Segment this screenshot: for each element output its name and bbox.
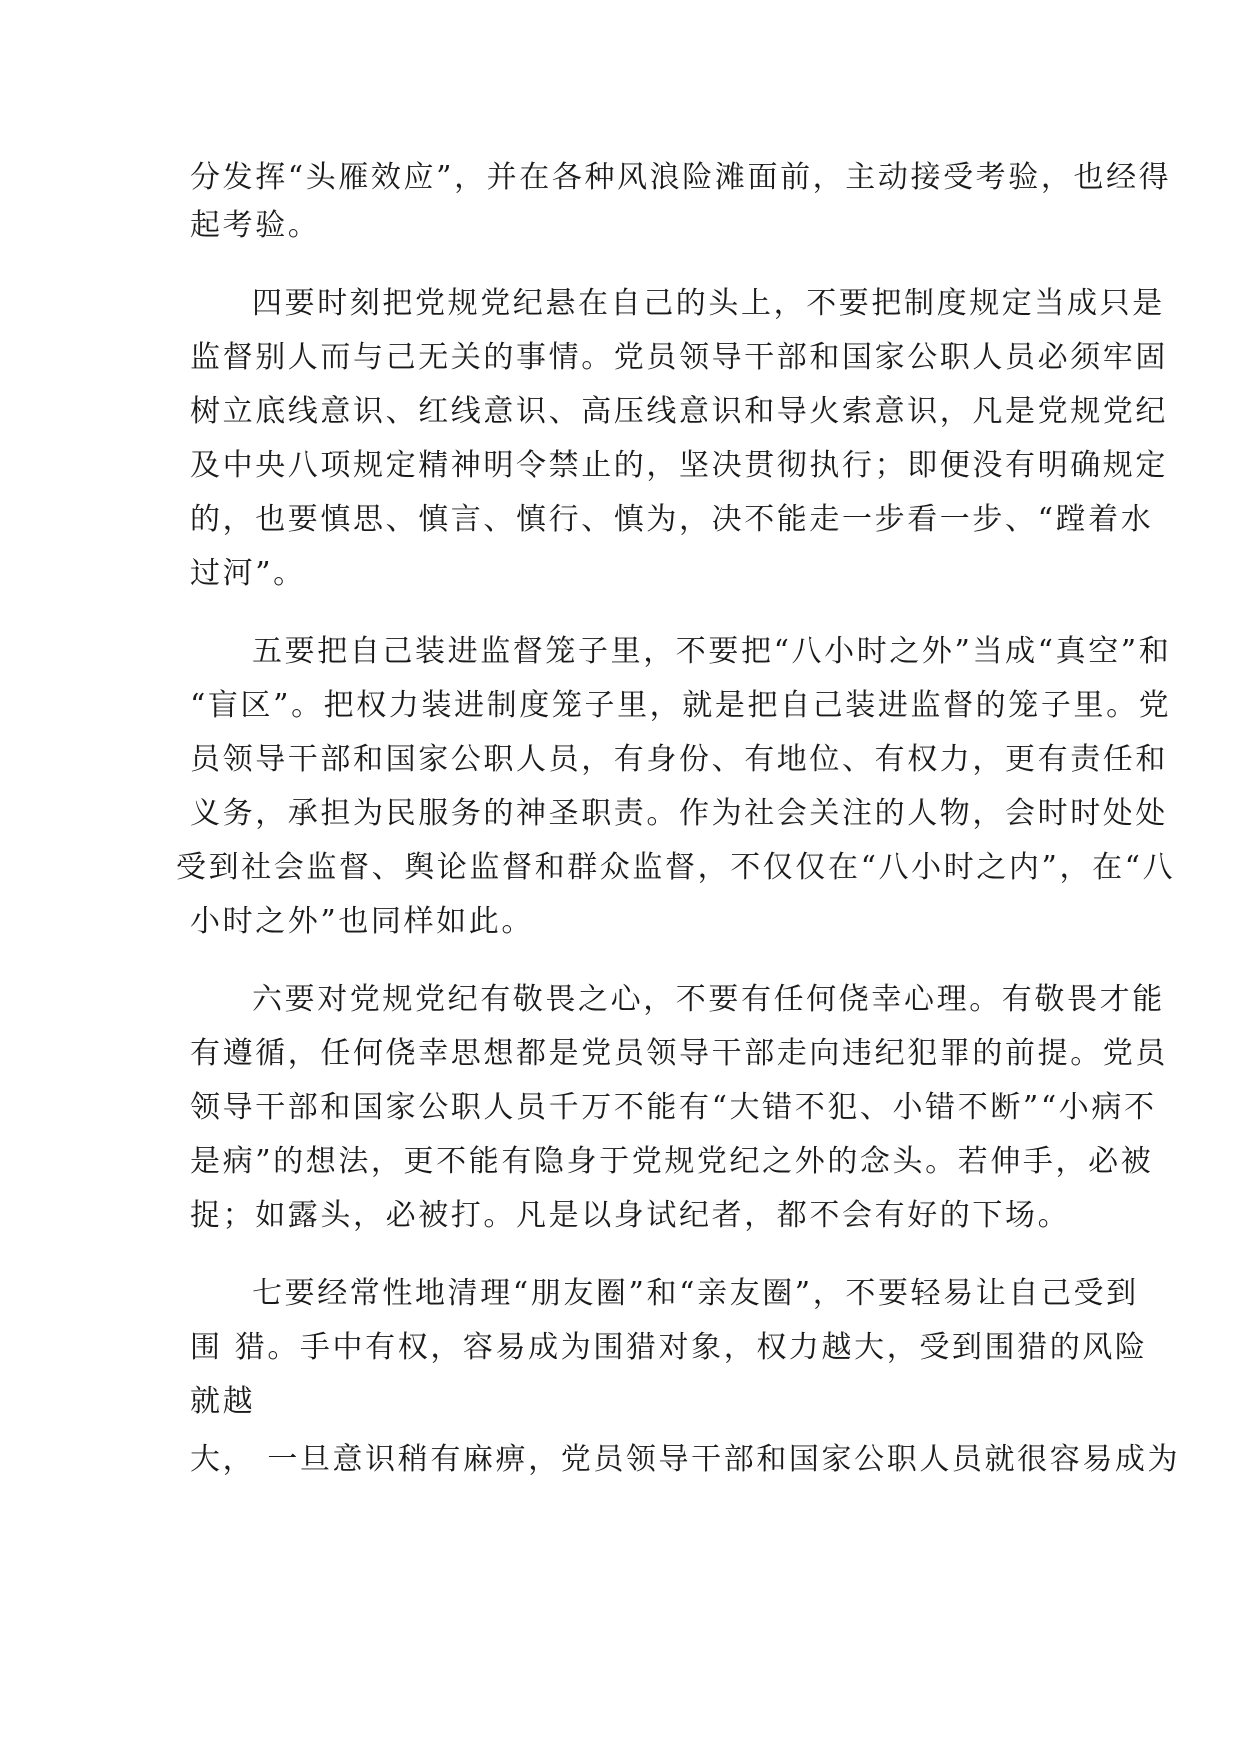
text-line-7: 的，也要慎思、慎言、慎行、慎为，决不能走一步看一步、“蹚着水 [190, 502, 1154, 537]
text-line-12: 义务，承担为民服务的神圣职责。作为社会关注的人物，会时时处处 [190, 796, 1168, 831]
text-line-11: 员领导干部和国家公职人员，有身份、有地位、有权力，更有责任和 [190, 742, 1168, 777]
text-line-16: 有遵循，任何侥幸思想都是党员领导干部走向违纪犯罪的前提。党员 [190, 1036, 1168, 1071]
text-line-22: 就越 [190, 1384, 256, 1419]
text-line-19: 捉；如露头，必被打。凡是以身试纪者，都不会有好的下场。 [190, 1198, 1071, 1233]
text-line-3: 四要时刻把党规党纪悬在自己的头上，不要把制度规定当成只是 [252, 286, 1165, 321]
text-line-13: 受到社会监督、舆论监督和群众监督，不仅仅在“八小时之内”，在“八 [176, 850, 1176, 885]
text-line-1: 分发挥“头雁效应”，并在各种风浪险滩面前，主动接受考验，也经得 [190, 160, 1172, 195]
text-line-17: 领导干部和国家公职人员千万不能有“大错不犯、小错不断”“小病不 [190, 1090, 1157, 1125]
text-line-14: 小时之外”也同样如此。 [190, 904, 534, 939]
text-line-2: 起考验。 [190, 208, 321, 243]
text-line-23: 大， 一旦意识稍有麻痹，党员领导干部和国家公职人员就很容易成为 [190, 1442, 1181, 1477]
text-line-4: 监督别人而与己无关的事情。党员领导干部和国家公职人员必须牢固 [190, 340, 1168, 375]
text-line-8: 过河”。 [190, 556, 306, 591]
text-line-5: 树立底线意识、红线意识、高压线意识和导火索意识，凡是党规党纪 [190, 394, 1168, 429]
text-line-9: 五要把自己装进监督笼子里，不要把“八小时之外”当成“真空”和 [252, 634, 1172, 669]
text-line-20: 七要经常性地清理“朋友圈”和“亲友圈”，不要轻易让自己受到 [252, 1276, 1139, 1311]
text-line-15: 六要对党规党纪有敬畏之心，不要有任何侥幸心理。有敬畏才能 [252, 982, 1165, 1017]
text-line-6: 及中央八项规定精神明令禁止的，坚决贯彻执行；即便没有明确规定 [190, 448, 1168, 483]
text-line-21: 围 猎。手中有权，容易成为围猎对象，权力越大，受到围猎的风险 [190, 1330, 1148, 1365]
text-line-18: 是病”的想法，更不能有隐身于党规党纪之外的念头。若伸手，必被 [190, 1144, 1154, 1179]
text-line-10: “盲区”。把权力装进制度笼子里，就是把自己装进监督的笼子里。党 [190, 688, 1172, 723]
